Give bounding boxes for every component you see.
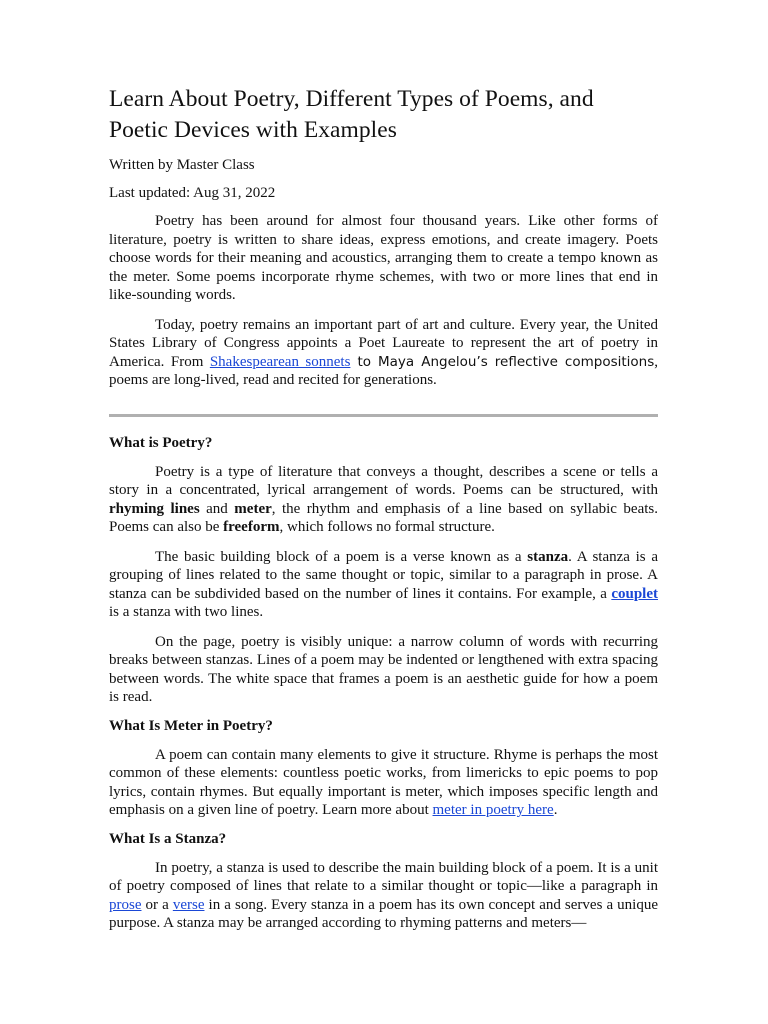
text-run: , poems are long-lived, read and recited for generations. bbox=[109, 353, 659, 388]
text-run: A poem can contain many elements to give it structure. Rhyme is perhaps the most common of these elements: countless poetic works, from limericks to epic poems to pop lyrics, contain rhymes. But equally important is meter, which imposes specific length and emphasis on a given line of poetry. Learn more about bbox=[109, 746, 658, 818]
text-run: to Maya Angelou’s reflective compositions bbox=[350, 353, 655, 370]
intro-paragraph-1: Poetry has been around for almost four thousand years. Like other forms of literature, poetry is written to share ideas, express emotions, and create imagery. Poets choose words for their meaning and acoustics, arranging them to create a tempo known as the meter. Some poems incorporate rhyme schemes, with two or more lines that end in like-sounding words. bbox=[109, 213, 658, 303]
meter-paragraph-1 bbox=[109, 746, 658, 820]
text-run: The basic building block of a poem is a verse known as a bbox=[155, 548, 528, 565]
poetry-paragraph-1 bbox=[109, 463, 658, 537]
poetry-paragraph-2 bbox=[109, 548, 658, 622]
text-run: and bbox=[199, 500, 235, 517]
text-run: . bbox=[553, 802, 558, 818]
text-run: , the rhythm and emphasis of a line based on syllabic beats. Poems can also be bbox=[109, 500, 658, 535]
text-run: , which follows no formal structure. bbox=[279, 519, 495, 535]
text-run: Today, poetry remains an important part of art and culture. Every year, the United States Library of Congress appoints a Poet Laureate to represent the art of poetry in America. From bbox=[109, 316, 658, 370]
bold-term: stanza bbox=[527, 548, 569, 565]
meter-in-poetry-link[interactable]: meter in poetry here bbox=[432, 802, 554, 818]
text-run: Poetry is a type of literature that conveys a thought, describes a scene or tells a story in a concentrated, lyrical arrangement of words. Poems can be structured, with bbox=[109, 463, 658, 498]
text-run: In poetry, a stanza is used to describe the main building block of a poem. It is a unit of poetry composed of lines that relate to a similar thought or topic—like a paragraph in bbox=[109, 859, 658, 894]
heading-stanza: What Is a Stanza? bbox=[109, 830, 227, 847]
text-run: . A stanza is a grouping of lines related to the same thought or topic, similar to a paragraph in prose. A stanza can be subdivided based on the number of lines it contains. For example, a bbox=[109, 548, 658, 602]
heading-what-is-poetry: What is Poetry? bbox=[109, 434, 213, 451]
intro-paragraph-2 bbox=[109, 316, 658, 390]
text-run: is a stanza with two lines. bbox=[109, 604, 264, 620]
bold-term: rhyming lines bbox=[109, 500, 200, 517]
shakespearean-sonnets-link[interactable]: Shakespearean sonnets bbox=[209, 353, 351, 370]
section-divider bbox=[109, 414, 658, 417]
bold-term: meter bbox=[234, 500, 272, 517]
heading-meter: What Is Meter in Poetry? bbox=[109, 717, 273, 734]
poetry-paragraph-3: On the page, poetry is visibly unique: a narrow column of words with recurring breaks between stanzas. Lines of a poem may be indented or lengthened with extra spacing between words. The white space that frames a poem is an aesthetic guide for how a poem is read. bbox=[109, 633, 658, 705]
article-updated-date: Last updated: Aug 31, 2022 bbox=[109, 185, 276, 201]
article-body bbox=[109, 84, 658, 933]
text-run: or a bbox=[141, 896, 173, 913]
verse-link[interactable]: verse bbox=[172, 896, 205, 913]
article-title: Learn About Poetry, Different Types of Poems, and Poetic Devices with Examples bbox=[109, 86, 594, 143]
article-author: Written by Master Class bbox=[109, 157, 255, 173]
text-run: in a song. Every stanza in a poem has its own concept and serves a unique purpose. A stanza may be arranged according to rhyming patterns and meters— bbox=[109, 896, 659, 931]
prose-link[interactable]: prose bbox=[109, 896, 142, 913]
bold-term: freeform bbox=[223, 519, 280, 535]
stanza-paragraph-1 bbox=[109, 859, 658, 933]
couplet-link[interactable]: couplet bbox=[611, 585, 658, 602]
